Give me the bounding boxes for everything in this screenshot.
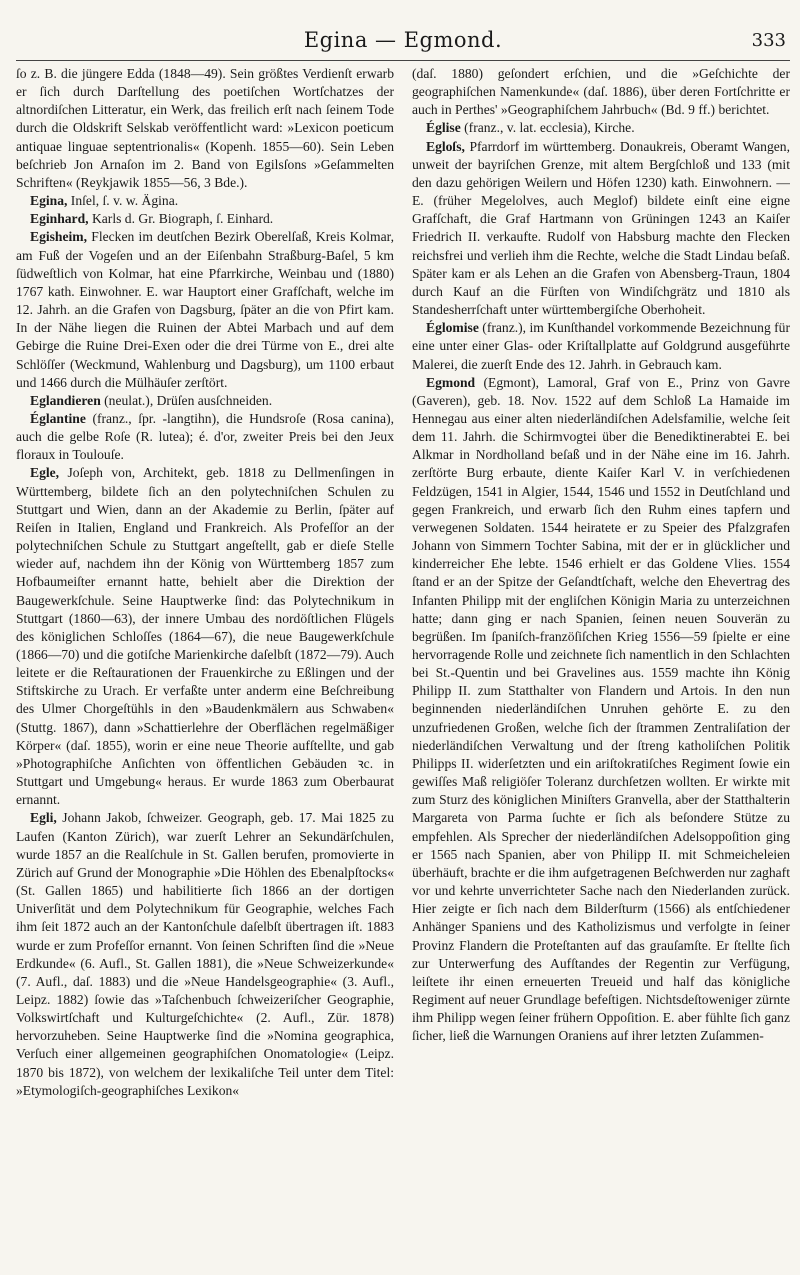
- left-column: [16, 65, 394, 1100]
- entry-headword: Eglandieren: [30, 392, 101, 408]
- dictionary-entry: [16, 410, 394, 464]
- entry-text: Inſel, ſ. v. w. Ägina.: [67, 193, 179, 209]
- entry-headword: Eginhard,: [30, 211, 89, 227]
- entry-headword: Egle,: [30, 465, 60, 481]
- text-columns: [16, 65, 790, 1100]
- entry-text: (franz.), im Kunſthandel vorkommende Bezeichnung für eine unter einer Glas- oder Kriſtallplatte auf Goldgrund ausgeführte Malerei, die zuerſt Ende des 12. Jahrh. in Gebrauch kam.: [412, 320, 790, 372]
- entry-text: (Egmont), Lamoral, Graf von E., Prinz von Gavre (Gaveren), geb. 18. Nov. 1522 auf dem Schloß La Hamaide im Hennegau aus einer alten niederländiſchen Adelsfamilie, welche ſeit dem 11. Jahrh. die Schirmvogtei über die Benediktinerabtei E. bei Alkmar in Nordholland beſaß und in der Nähe eine im 16. Jahrh. zerſtörte Burg erbaute, diente Kaiſer Karl V. in verſchiedenen Feldzügen, 1541 in Algier, 1544, 1546 und 1552 in Deutſchland und gegen Frankreich, und erwarb ſich den Ruhm eines tapfern und verwegenen Soldaten. 1544 heiratete er zu Speier des Pfalzgrafen Johann von Simmern Tochter Sabina, mit der er in glücklicher und kinderreicher Ehe lebte. 1546 erhielt er das Goldene Vlies. 1554 ſtand er an der Spitze der Geſandtſchaft, welche den Ehevertrag des Infanten Philipp mit der engliſchen Königin Maria zu unterzeichnen hatte; dann ging er nach Spanien, ſeinen neuen Souverän zu begrüßen. Im ſpaniſch-franzöſiſchen Krieg 1556—59 ſpielte er eine hervorragende Rolle und zeichnete ſich namentlich in den Schlachten bei St.-Quentin und bei Gravelines aus. 1559 machte ihn König Philipp II. zum Statthalter von Flandern und Artois. In den nun beginnenden niederländiſchen Unruhen gehörte E. zu den unzufriedenen Großen, welche ſich der ſtrammen Zentraliſation der niederländiſchen Verwaltung und der ſtreng katholiſchen Politik Philipps II. widerſetzten und ein ariſtokratiſches Regiment ſowie ein gewiſſes Maß religiöſer Toleranz durchſetzen wollten. Er wirkte mit zum Sturz des königlichen Miniſters Granvella, aber der Statthalterin Margareta von Parma ſuchte er ſich als beſondere Stütze zu empfehlen. Als Sprecher der niederländiſchen Adelsoppoſition ging er 1565 nach Spanien, aber von Philipp II. mit Schmeicheleien überhäuft, brachte er die ihm aufgetragenen Beſchwerden nur zaghaft vor und kehrte unverrichteter Sache nach den Niederlanden zurück. Hier zeigte er ſich nach dem Bilderſturm (1566) als entſchiedener Anhänger Spaniens und des Katholizismus und verfolgte in ſeiner Provinz Flandern die Proteſtanten auf das grauſamſte. Er ſtellte ſich zur Unterwerfung des Aufſtandes der Regentin zur Verfügung, leiſtete ihr einen erneuerten Treueid und half das königliche Regiment auf neuer Grundlage befeſtigen. Nichtsdeſtoweniger zürnte ihm Philipp wegen ſeiner frühern Oppoſition. E. aber fühlte ſich ganz ſicher, ließ die Warnungen Oraniens auf ihrer letzten Zuſammen-: [412, 374, 790, 1044]
- dictionary-entry: [16, 464, 394, 809]
- entry-text: (franz., ſpr. -langtihn), die Hundsroſe (Rosa canina), auch die gelbe Roſe (R. lutea); é. d'or, zweiter Preis bei den Jeux floraux in Toulouſe.: [16, 410, 394, 463]
- entry-headword: Église: [426, 120, 461, 136]
- entry-continuation: [16, 65, 394, 192]
- entry-continuation: [412, 65, 790, 119]
- right-column: [412, 65, 790, 1100]
- entry-text: (daſ. 1880) geſondert erſchien, und die »Geſchichte der geographiſchen Namenkunde« (daſ. 1886), über deren Fortſchritte er auch in Perthes' »Geographiſchem Jahrbuch« (Bd. 9 ff.) berichtet.: [412, 66, 790, 118]
- running-header: [16, 26, 790, 61]
- dictionary-entry: [412, 374, 790, 1046]
- entry-headword: Egina,: [30, 193, 68, 209]
- dictionary-entry: [16, 210, 394, 228]
- entry-text: Pfarrdorf im württemberg. Donaukreis, Oberamt Wangen, unweit der bayriſchen Grenze, mit altem Bergſchloß und 133 (mit den dazu gehörigen Weilern und Höfen 1230) kath. Einwohnern. — E. (früher Megelolves, auch Meglof) bildete einſt eine eigne Grafſchaft, die Graf Hartmann von Grüningen 1243 an Kaiſer Friedrich II. verkaufte. Rudolf von Habsburg machte den Flecken reichsfrei und verlieh ihm die Rechte, welche die Stadt Lindau beſaß. Später kam er als Lehen an die Grafen von Abensberg-Traun, 1804 durch Kauf an die Fürſten von Windiſchgrätz und 1810 als Standesherrſchaft unter württembergiſche Oberhoheit.: [412, 138, 790, 318]
- entry-text: ſo z. B. die jüngere Edda (1848—49). Sein größtes Verdienſt erwarb er ſich durch Darſtellung des poetiſchen Wortſchatzes der altnordiſchen Litteratur, ein Werk, das freilich erſt nach ſeinem Tode durch die Oldskrift Selskab veröffentlicht ward: »Lexicon poeticum antiquae linguae septentrionalis« (Kopenh. 1855—60). Sein Leben beſchrieb Jon Arnaſon im 2. Band von Egilsſons »Geſammelten Schriften« (Reykjawik 1855—56, 3 Bde.).: [16, 66, 394, 190]
- entry-headword: Egmond: [426, 374, 476, 390]
- dictionary-entry: [16, 192, 394, 210]
- dictionary-entry: [16, 809, 394, 1100]
- entry-text: Karls d. Gr. Biograph, ſ. Einhard.: [88, 211, 274, 227]
- entry-text: (franz., v. lat. ecclesia), Kirche.: [460, 120, 635, 136]
- entry-text: Joſeph von, Architekt, geb. 1818 zu Dellmenſingen in Württemberg, bildete ſich an den polytechniſchen Schulen zu Stuttgart und Wien, dann an der Akademie zu Berlin, ſpäter auf Reiſen in Italien, England und Frankreich. Als Profeſſor an der polytechniſchen Schule zu Stuttgart angeſtellt, gab er dieſe Stelle wieder auf, nachdem ihn der König von Württemberg 1857 zum Hofbaumeiſter ernannt hatte, behielt aber die Direktion der Baugewerkſchule. Seine Hauptwerke ſind: das Polytechnikum in Stuttgart (1860—63), der innere Umbau des nordöſtlichen Flügels des königlichen Schloſſes (1864—67), die neue Baugewerkſchule (1866—70) und die gotiſche Marienkirche daſelbſt (1872—79). Auch leitete er die Reſtaurationen der Frauenkirche zu Eßlingen und der Stiftskirche zu Urach. Er verfaßte unter anderm eine Beſchreibung des Ulmer Chorgeſtühls in den »Baudenkmälern aus Schwaben« (Stuttg. 1867), dann »Schattierlehre der Oberflächen regelmäßiger Körper« (daſ. 1855), worin er eine neue Theorie aufſtellte, und gab »Photographiſche Anſichten von öffentlichen Gebäuden ꝛc. in Stuttgart und Umgebung« heraus. Er wurde 1863 zum Oberbaurat ernannt.: [16, 465, 394, 808]
- dictionary-entry: [16, 392, 394, 410]
- dictionary-entry: [412, 119, 790, 137]
- dictionary-entry: [412, 138, 790, 320]
- dictionary-entry: [16, 228, 394, 391]
- page-number: 333: [751, 30, 786, 51]
- entry-text: (neulat.), Drüſen ausſchneiden.: [100, 392, 273, 408]
- entry-text: Johann Jakob, ſchweizer. Geograph, geb. 17. Mai 1825 zu Laufen (Kanton Zürich), war zuerſt Lehrer an Sekundärſchulen, wurde 1857 an die Realſchule in St. Gallen berufen, promovierte in Zürich auf Grund der Monographie »Die Höhlen des Ebenalpſtocks« (St. Gallen 1865) und habilitierte ſich 1866 an der dortigen Univerſität und dem Polytechnikum für Geographie, welches Fach ihm ſeit 1872 auch an der Kantonſchule daſelbſt übertragen iſt. 1883 wurde er zum Profeſſor ernannt. Von ſeinen Schriften ſind die »Neue Erdkunde« (6. Aufl., St. Gallen 1881), die »Neue Schweizerkunde« (7. Aufl., daſ. 1883) und die »Neue Handelsgeographie« (3. Aufl., Leipz. 1882) ſowie das »Taſchenbuch ſchweizeriſcher Geographie, Volkswirtſchaft und Kulturgeſchichte« (2. Aufl., Zür. 1878) hervorzuheben. Seine Hauptwerke ſind die »Nomina geographica, Verſuch einer allgemeinen geographiſchen Onomatologie« (Leipz. 1870 bis 1872), von welchem der lexikaliſche Teil unter dem Titel: »Etymologiſch-geographiſches Lexikon«: [16, 810, 394, 1098]
- running-title: Egina — Egmond.: [303, 28, 503, 52]
- entry-headword: Egloſs,: [426, 138, 465, 154]
- entry-headword: Egli,: [30, 810, 57, 826]
- entry-headword: Églomise: [426, 320, 479, 336]
- dictionary-entry: [412, 319, 790, 373]
- entry-headword: Egisheim,: [30, 229, 88, 245]
- entry-headword: Églantine: [30, 410, 86, 426]
- entry-text: Flecken im deutſchen Bezirk Oberelſaß, Kreis Kolmar, am Fuß der Vogeſen und an der Eiſenbahn Straßburg-Baſel, 5 km ſüdweſtlich von Kolmar, hat eine Pfarrkirche, Weinbau und (1880) 1767 kath. Einwohner. E. war Hauptort einer Grafſchaft, welche im 12. Jahrh. an die Grafen von Dagsburg, ſpäter an die von Pfirt kam. In der Nähe liegen die Ruinen der Abtei Marbach und auf dem Gebirge die Ruine Drei-Exen oder die drei Türme von E., drei alte Schlöſſer (Weckmund, Wahlenburg und Dagsburg), um 1100 erbaut und 1466 durch die Mülhäuſer zerſtört.: [16, 229, 394, 390]
